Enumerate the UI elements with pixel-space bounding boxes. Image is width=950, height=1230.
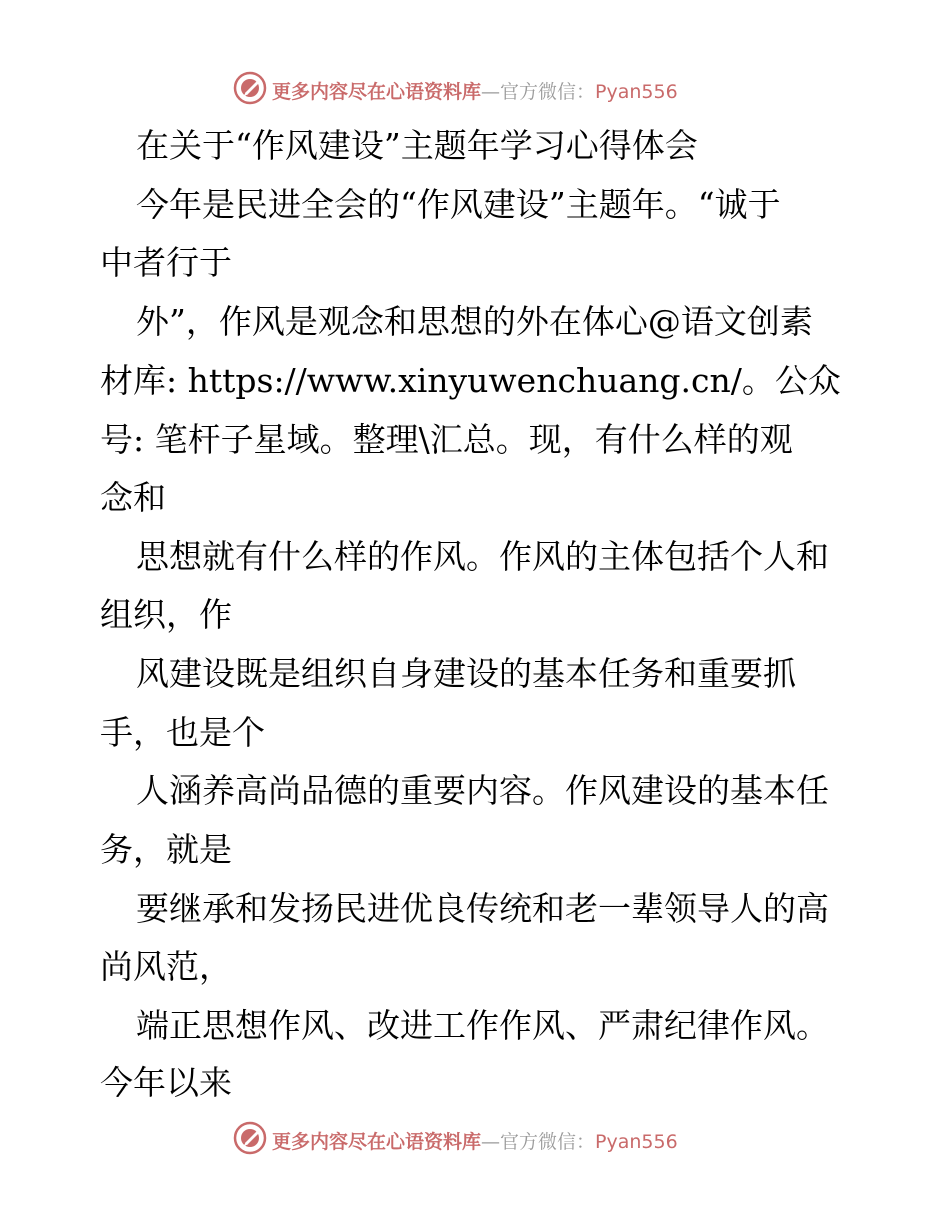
body-line-11: 人涵养高尚品德的重要内容。作风建设的基本任 — [136, 771, 829, 810]
body-line-16: 今年以来 — [100, 1063, 232, 1102]
body-line-5: 号: 笔杆子星域。整理\汇总。现，有什么样的观 — [100, 420, 793, 459]
header-wechat-id: Pyan556 — [595, 81, 678, 103]
header-banner-text — [272, 77, 678, 104]
pen-logo-icon — [233, 1121, 267, 1155]
pen-logo-icon — [233, 71, 267, 105]
body-line-12: 务，就是 — [100, 830, 232, 869]
footer-wechat-id: Pyan556 — [595, 1131, 678, 1153]
body-line-14: 尚风范， — [100, 947, 232, 986]
footer-site-name: 更多内容尽在心语资料库 — [272, 1131, 482, 1153]
body-line-15: 端正思想作风、改进工作作风、严肃纪律作风。 — [136, 1006, 829, 1045]
body-line-7: 思想就有什么样的作风。作风的主体包括个人和 — [136, 537, 829, 576]
body-line-2: 中者行于 — [100, 243, 232, 282]
footer-banner — [0, 1120, 950, 1160]
body-line-10: 手，也是个 — [100, 713, 265, 752]
body-line-1: 今年是民进全会的“作风建设”主题年。“诚于 — [136, 185, 781, 224]
footer-banner-text — [272, 1127, 678, 1154]
body-line-13: 要继承和发扬民进优良传统和老一辈领导人的高 — [136, 889, 829, 928]
document-title: 在关于“作风建设”主题年学习心得体会 — [136, 126, 698, 165]
body-line-8: 组织，作 — [100, 595, 232, 634]
body-line-3: 外”，作风是观念和思想的外在体心@语文创素 — [136, 302, 813, 341]
header-site-name: 更多内容尽在心语资料库 — [272, 81, 482, 103]
body-line-6: 念和 — [100, 478, 166, 517]
header-banner — [0, 70, 950, 110]
header-wechat-label: —官方微信： — [481, 81, 596, 103]
footer-wechat-label: —官方微信： — [481, 1131, 596, 1153]
body-line-4: 材库: https://www.xinyuwenchuang.cn/。公众 — [100, 361, 841, 400]
body-line-9: 风建设既是组织自身建设的基本任务和重要抓 — [136, 654, 796, 693]
